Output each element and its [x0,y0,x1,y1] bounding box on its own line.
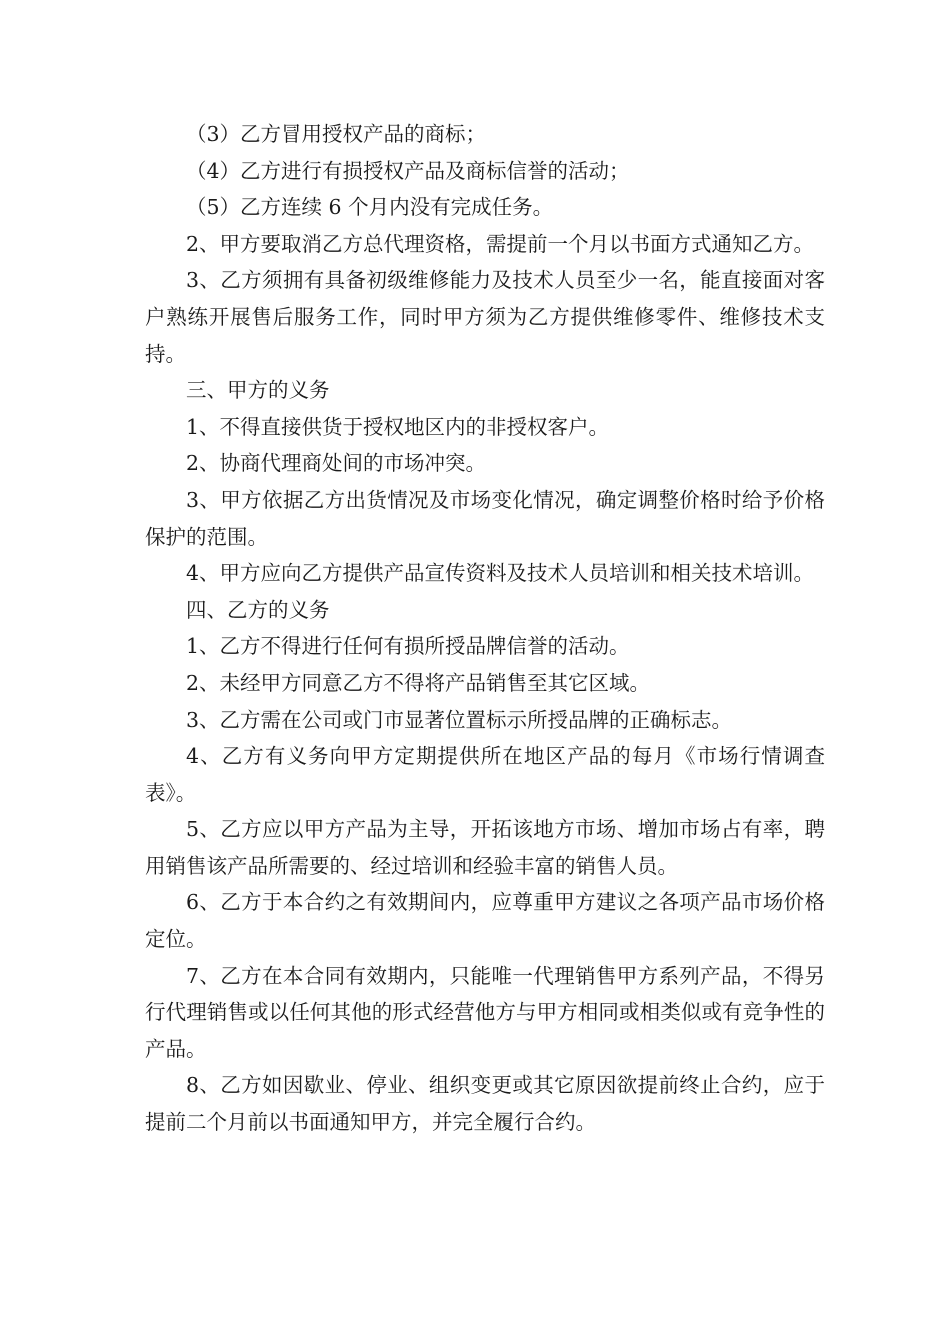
paragraph-party-b-4: 4、乙方有义务向甲方定期提供所在地区产品的每月《市场行情调查表》。 [145,744,825,805]
paragraph-clause-5: （5）乙方连续 6 个月内没有完成任务。 [186,195,554,220]
paragraph-party-a-1: 1、不得直接供货于授权地区内的非授权客户。 [186,414,610,439]
paragraph-party-b-2: 2、未经甲方同意乙方不得将产品销售至其它区域。 [186,670,651,695]
paragraph-party-a-4: 4、甲方应向乙方提供产品宣传资料及技术人员培训和相关技术培训。 [186,561,815,586]
paragraph-party-b-8: 8、乙方如因歇业、停业、组织变更或其它原因欲提前终止合约，应于提前二个月前以书面通知甲方，并完全履行合约。 [145,1073,825,1135]
document-body [145,116,825,1141]
section-heading-party-b-obligations: 四、乙方的义务 [186,597,330,622]
paragraph-clause-4: （4）乙方进行有损授权产品及商标信誉的活动； [186,158,630,183]
section-heading-party-a-obligations: 三、甲方的义务 [186,378,330,403]
paragraph-cancel-agency: 2、甲方要取消乙方总代理资格，需提前一个月以书面方式通知乙方。 [186,231,815,256]
paragraph-party-a-2: 2、协商代理商处间的市场冲突。 [186,451,487,476]
paragraph-party-b-3: 3、乙方需在公司或门市显著位置标示所授品牌的正确标志。 [186,707,733,732]
paragraph-party-b-7: 7、乙方在本合同有效期内，只能唯一代理销售甲方系列产品，不得另行代理销售或以任何其他的形式经营他方与甲方相同或相类似或有竞争性的产品。 [145,963,825,1061]
paragraph-party-b-1: 1、乙方不得进行任何有损所授品牌信誉的活动。 [186,634,630,659]
paragraph-party-b-5: 5、乙方应以甲方产品为主导，开拓该地方市场、增加市场占有率，聘用销售该产品所需要的、经过培训和经验丰富的销售人员。 [145,817,825,878]
paragraph-party-a-3: 3、甲方依据乙方出货情况及市场变化情况，确定调整价格时给予价格保护的范围。 [145,487,825,549]
paragraph-clause-3: （3）乙方冒用授权产品的商标； [186,122,487,146]
paragraph-party-b-6: 6、乙方于本合约之有效期间内，应尊重甲方建议之各项产品市场价格定位。 [145,890,825,952]
paragraph-repair-staff: 3、乙方须拥有具备初级维修能力及技术人员至少一名，能直接面对客户熟练开展售后服务工作，同时甲方须为乙方提供维修零件、维修技术支持。 [145,268,825,366]
